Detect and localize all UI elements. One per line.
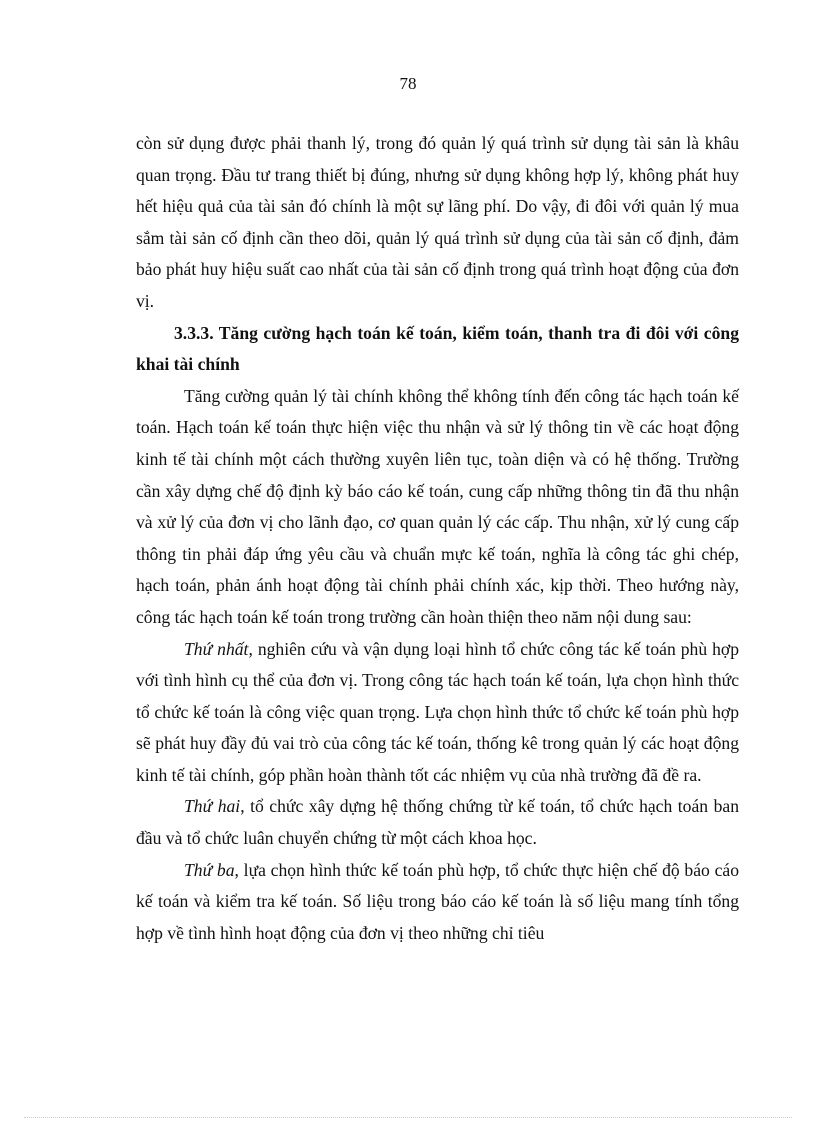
paragraph-asset-usage: còn sử dụng được phải thanh lý, trong đó quản lý quá trình sử dụng tài sản là khâu quan trọng. Đầu tư trang thiết bị đúng, nhưng sử dụng không hợp lý, không phát huy hết hiệu quả của tài sản đó chính là một sự lãng phí. Do vậy, đi đôi với quản lý mua sắm tài sản cố định cần theo dõi, quản lý quá trình sử dụng của tài sản cố định, đảm bảo phát huy hiệu suất cao nhất của tài sản cố định trong quá trình hoạt động của đơn vị. [136, 133, 739, 311]
page-bottom-divider [24, 1117, 792, 1118]
section-heading: 3.3.3. Tăng cường hạch toán kế toán, kiểm toán, thanh tra đi đôi với công khai tài chính [136, 322, 739, 375]
paragraph-accounting: Tăng cường quản lý tài chính không thể không tính đến công tác hạch toán kế toán. Hạch toán kế toán thực hiện việc thu nhận và sử lý thông tin về các hoạt động kinh tế tài chính một cách thường xuyên liên tục, toàn diện và có hệ thống. Trường cần xây dựng chế độ định kỳ báo cáo kế toán, cung cấp những thông tin đã thu nhận và xử lý của đơn vị cho lãnh đạo, cơ quan quản lý các cấp. Thu nhận, xử lý cung cấp thông tin phải đáp ứng yêu cầu và chuẩn mực kế toán, nghĩa là công tác ghi chép, hạch toán, phản ánh hoạt động tài chính phải chính xác, kịp thời. Theo hướng này, công tác hạch toán kế toán trong trường cần hoàn thiện theo năm nội dung sau: [136, 385, 739, 627]
third-point-lead: Thứ ba [184, 859, 235, 880]
page-number: 78 [399, 74, 417, 93]
first-point-body: , nghiên cứu và vận dụng loại hình tổ chức công tác kế toán phù hợp với tình hình cụ thể của đơn vị. Trong công tác hạch toán kế toán, lựa chọn hình thức tổ chức kế toán là công việc quan trọng. Lựa chọn hình thức tổ chức kế toán phù hợp sẽ phát huy đầy đủ vai trò của công tác kế toán, thống kê trong quản lý các hoạt động kinh tế tài chính, góp phần hoàn thành tốt các nhiệm vụ của nhà trường đã đề ra. [136, 638, 739, 785]
second-point-body: , tổ chức xây dựng hệ thống chứng từ kế toán, tổ chức hạch toán ban đầu và tổ chức luân chuyển chứng từ một cách khoa học. [136, 796, 740, 849]
paragraph-first-point [136, 634, 739, 792]
paragraph-third-point [136, 855, 739, 950]
third-point-body: , lựa chọn hình thức kế toán phù hợp, tổ chức thực hiện chế độ báo cáo kế toán và kiểm tra kế toán. Số liệu trong báo cáo kế toán là số liệu mang tính tổng hợp về tình hình hoạt động của đơn vị theo những chỉ tiêu [136, 859, 739, 943]
second-point-lead: Thứ hai [184, 796, 241, 817]
document-body [136, 128, 739, 949]
paragraph-second-point [136, 791, 739, 854]
first-point-lead: Thứ nhất [184, 638, 249, 659]
